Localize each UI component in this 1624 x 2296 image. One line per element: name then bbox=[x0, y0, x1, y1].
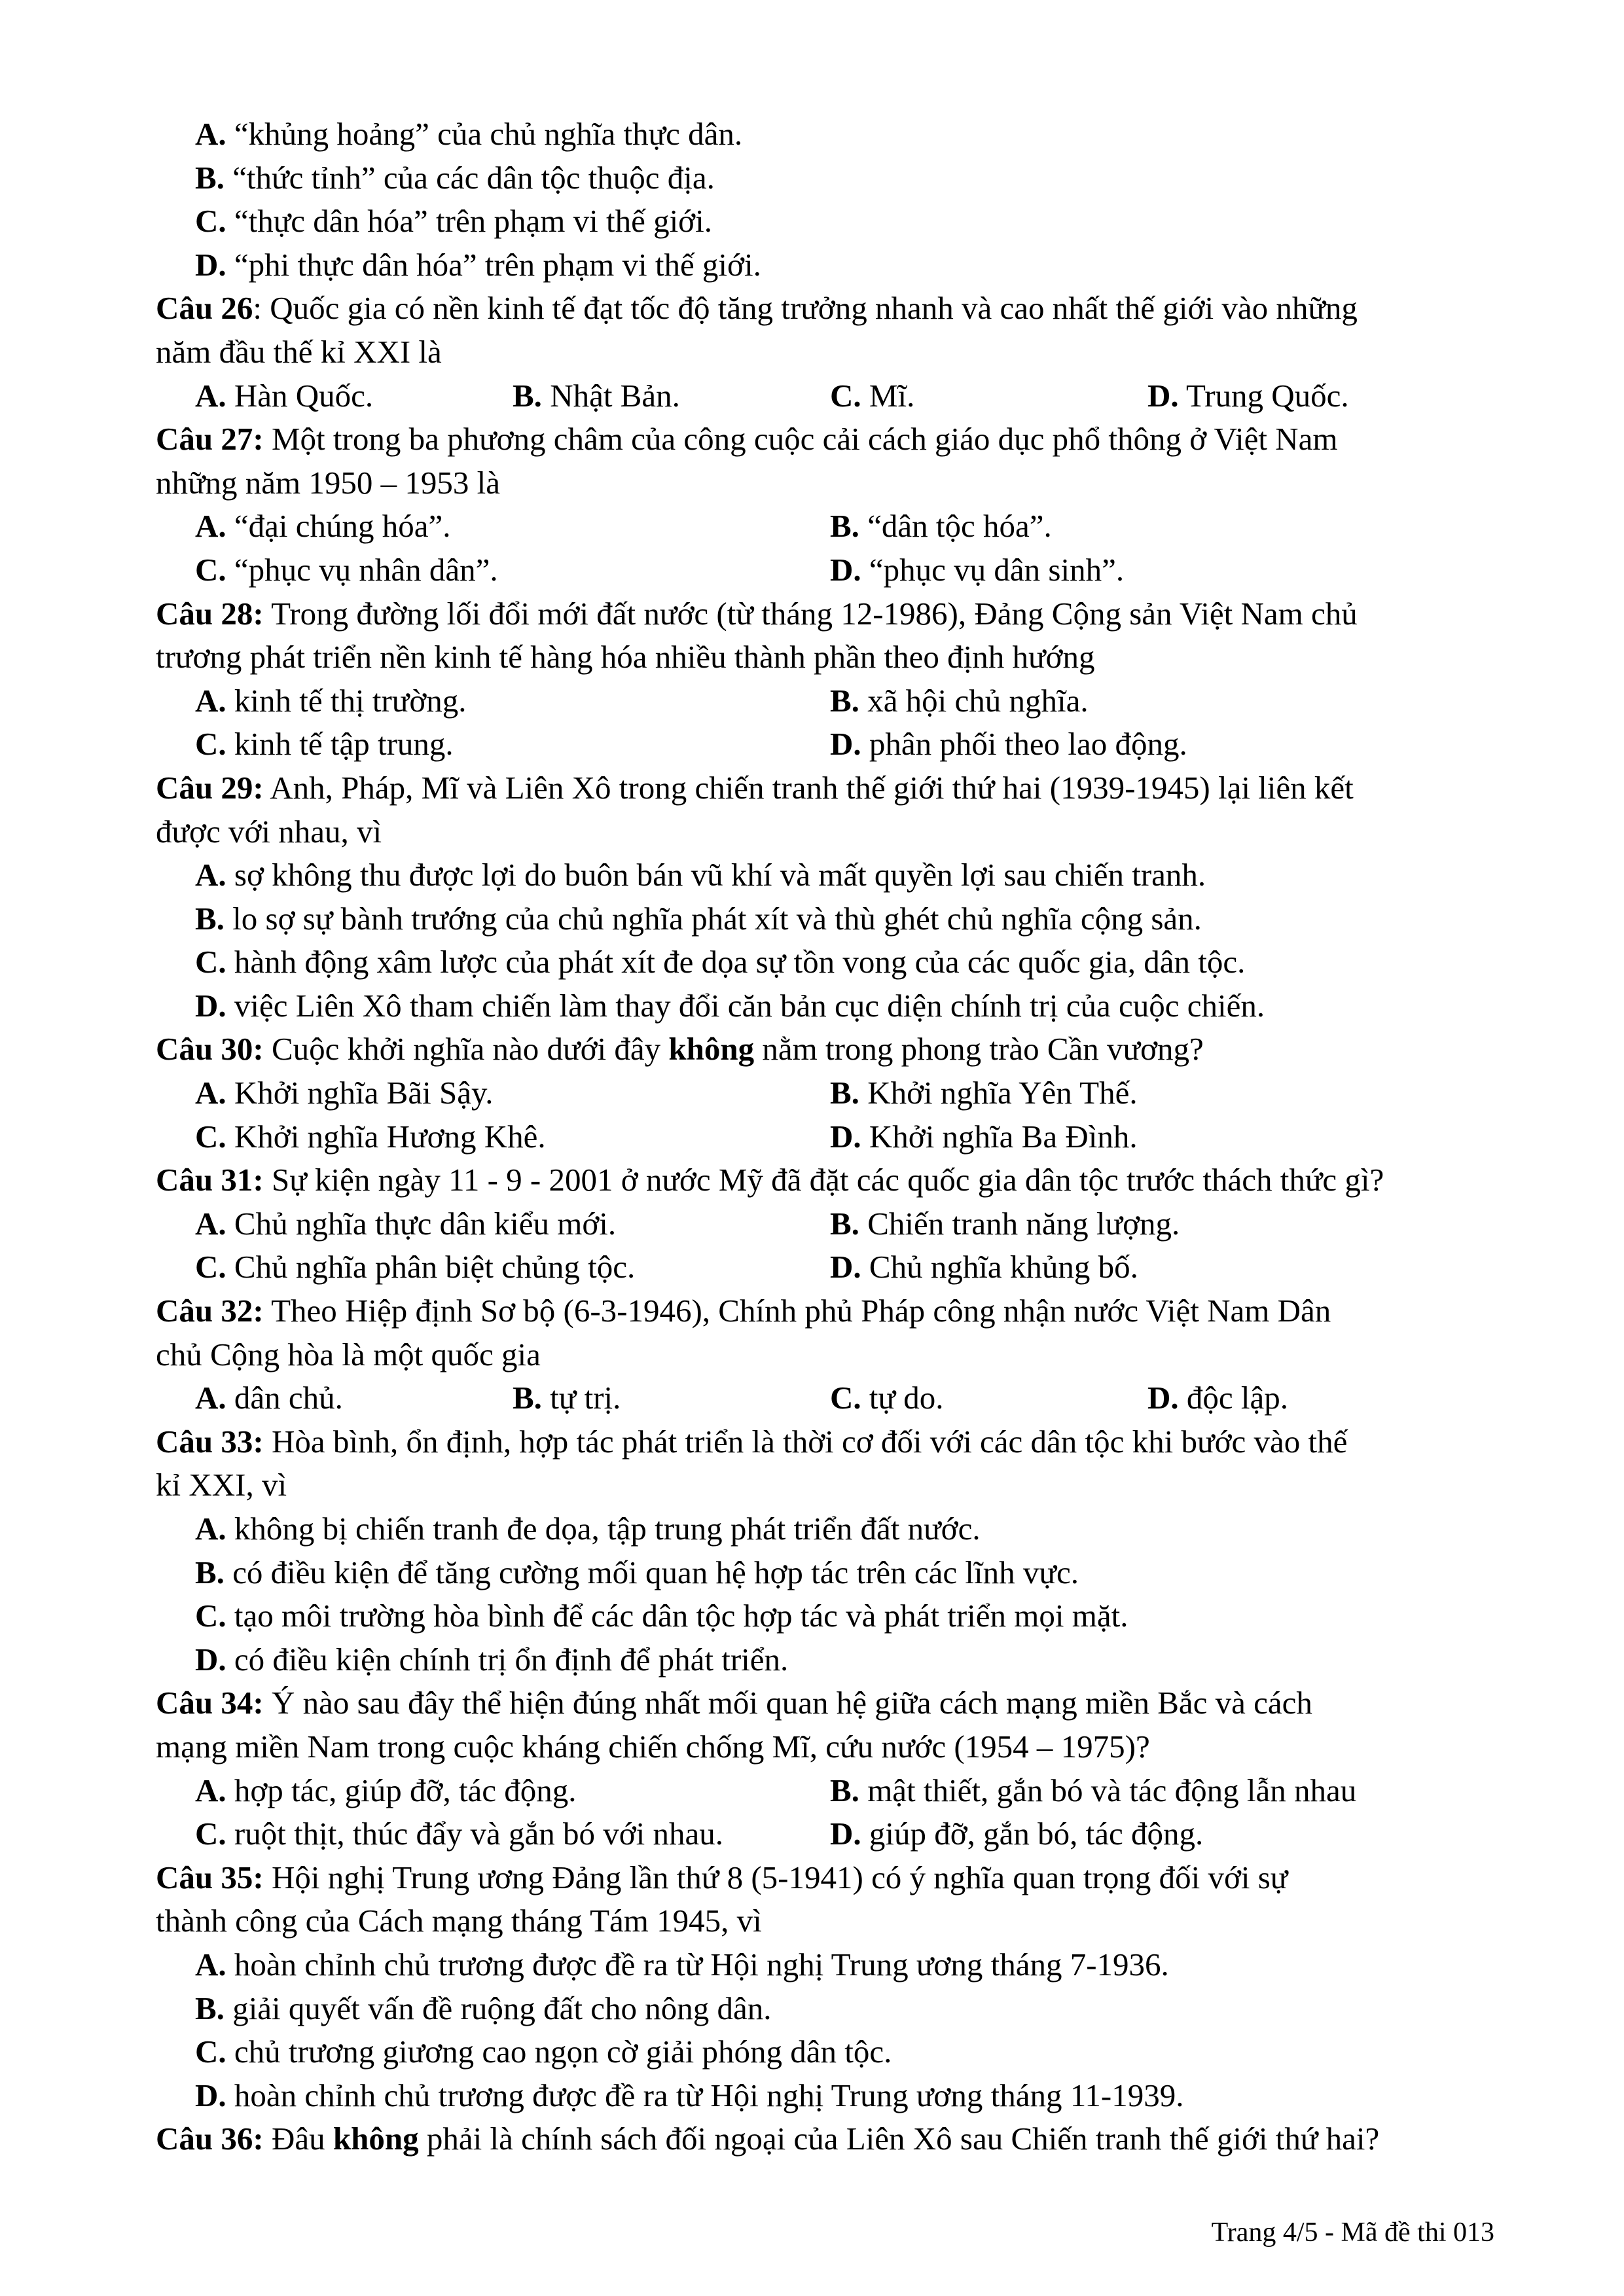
option-d: D. Khởi nghĩa Ba Đình. bbox=[830, 1118, 1138, 1155]
question-35-stem-cont: thành công của Cách mạng tháng Tám 1945, vì bbox=[156, 1903, 762, 1939]
option-b: B. mật thiết, gắn bó và tác động lẫn nhau bbox=[830, 1772, 1357, 1808]
option-c: C. ruột thịt, thúc đẩy và gắn bó với nhau. bbox=[195, 1816, 724, 1852]
option-b: B. Nhật Bản. bbox=[513, 377, 680, 414]
option-a: A. sợ không thu được lợi do buôn bán vũ khí và mất quyền lợi sau chiến tranh. bbox=[195, 857, 1206, 893]
question-28-stem-cont: trương phát triển nền kinh tế hàng hóa nhiều thành phần theo định hướng bbox=[156, 639, 1095, 675]
option-b: B. có điều kiện để tăng cường mối quan hệ hợp tác trên các lĩnh vực. bbox=[195, 1554, 1079, 1590]
option-a: A. Chủ nghĩa thực dân kiểu mới. bbox=[195, 1205, 617, 1242]
option-line: D. “phi thực dân hóa” trên phạm vi thế giới. bbox=[195, 246, 761, 283]
question-28-stem: Câu 28: Trong đường lối đổi mới đất nước (từ tháng 12-1986), Đảng Cộng sản Việt Nam chủ bbox=[156, 595, 1358, 632]
question-31-stem: Câu 31: Sự kiện ngày 11 - 9 - 2001 ở nước Mỹ đã đặt các quốc gia dân tộc trước thách thức gì? bbox=[156, 1162, 1384, 1198]
option-c: C. “phục vụ nhân dân”. bbox=[195, 551, 498, 588]
question-26-options bbox=[195, 374, 1494, 418]
option-c: C. chủ trương giương cao ngọn cờ giải phóng dân tộc. bbox=[195, 2034, 892, 2070]
option-c: C. tự do. bbox=[830, 1380, 944, 1416]
option-d: D. “phục vụ dân sinh”. bbox=[830, 551, 1125, 588]
question-30-stem: Câu 30: Cuộc khởi nghĩa nào dưới đây không nằm trong phong trào Cần vương? bbox=[156, 1031, 1204, 1067]
option-b: B. Khởi nghĩa Yên Thế. bbox=[830, 1075, 1138, 1111]
question-27-stem: Câu 27: Một trong ba phương châm của công cuộc cải cách giáo dục phổ thông ở Việt Nam bbox=[156, 421, 1338, 457]
question-30-options-cd bbox=[195, 1115, 1494, 1159]
question-29-stem-cont: được với nhau, vì bbox=[156, 813, 382, 850]
question-26-stem-cont: năm đầu thế kỉ XXI là bbox=[156, 333, 442, 370]
option-a: A. Hàn Quốc. bbox=[195, 377, 374, 414]
question-26-stem: Câu 26: Quốc gia có nền kinh tế đạt tốc độ tăng trưởng nhanh và cao nhất thế giới vào những bbox=[156, 290, 1358, 327]
option-line: C. “thực dân hóa” trên phạm vi thế giới. bbox=[195, 203, 712, 240]
option-d: D. việc Liên Xô tham chiến làm thay đổi căn bản cục diện chính trị của cuộc chiến. bbox=[195, 987, 1265, 1024]
page-footer: Trang 4/5 - Mã đề thi 013 bbox=[1211, 2217, 1494, 2248]
question-33-stem-cont: kỉ XXI, vì bbox=[156, 1467, 287, 1503]
option-d: D. có điều kiện chính trị ổn định để phát triển. bbox=[195, 1641, 789, 1677]
option-c: C. Khởi nghĩa Hương Khê. bbox=[195, 1118, 546, 1155]
question-34-options-ab bbox=[195, 1769, 1494, 1813]
question-32-stem-cont: chủ Cộng hòa là một quốc gia bbox=[156, 1336, 541, 1372]
option-c: C. tạo môi trường hòa bình để các dân tộc hợp tác và phát triển mọi mặt. bbox=[195, 1598, 1128, 1634]
option-b: B. Chiến tranh năng lượng. bbox=[830, 1205, 1180, 1242]
option-d: D. phân phối theo lao động. bbox=[830, 726, 1187, 762]
question-34-stem-cont: mạng miền Nam trong cuộc kháng chiến chống Mĩ, cứu nước (1954 – 1975)? bbox=[156, 1728, 1150, 1765]
question-27-stem-cont: những năm 1950 – 1953 là bbox=[156, 464, 501, 501]
question-36-stem: Câu 36: Đâu không phải là chính sách đối ngoại của Liên Xô sau Chiến tranh thế giới thứ hai? bbox=[156, 2121, 1380, 2157]
option-c: C. Mĩ. bbox=[830, 377, 915, 414]
question-32-stem: Câu 32: Theo Hiệp định Sơ bộ (6-3-1946), Chính phủ Pháp công nhận nước Việt Nam Dân bbox=[156, 1293, 1331, 1329]
option-b: B. giải quyết vấn đề ruộng đất cho nông dân. bbox=[195, 1990, 772, 2026]
option-d: D. giúp đỡ, gắn bó, tác động. bbox=[830, 1816, 1204, 1852]
option-a: A. hoàn chỉnh chủ trương được đề ra từ Hội nghị Trung ương tháng 7-1936. bbox=[195, 1946, 1169, 1982]
option-c: C. hành động xâm lược của phát xít đe dọa sự tồn vong của các quốc gia, dân tộc. bbox=[195, 944, 1246, 980]
option-line: B. “thức tỉnh” của các dân tộc thuộc địa. bbox=[195, 159, 715, 196]
question-31-options-cd bbox=[195, 1246, 1494, 1289]
question-30-options-ab bbox=[195, 1071, 1494, 1115]
question-28-options-ab bbox=[195, 679, 1494, 723]
question-33-stem: Câu 33: Hòa bình, ổn định, hợp tác phát triển là thời cơ đối với các dân tộc khi bước vào thế bbox=[156, 1423, 1348, 1460]
exam-page bbox=[156, 113, 1494, 2161]
question-35-stem: Câu 35: Hội nghị Trung ương Đảng lần thứ 8 (5-1941) có ý nghĩa quan trọng đối với sự bbox=[156, 1859, 1288, 1895]
question-31-options-ab bbox=[195, 1202, 1494, 1246]
question-27-options-ab bbox=[195, 505, 1494, 548]
option-d: D. Chủ nghĩa khủng bố. bbox=[830, 1249, 1138, 1285]
question-27-options-cd bbox=[195, 548, 1494, 592]
option-a: A. “đại chúng hóa”. bbox=[195, 508, 451, 545]
question-28-options-cd bbox=[195, 723, 1494, 766]
option-line: A. “khủng hoảng” của chủ nghĩa thực dân. bbox=[195, 116, 743, 152]
option-b: B. lo sợ sự bành trướng của chủ nghĩa phát xít và thù ghét chủ nghĩa cộng sản. bbox=[195, 900, 1202, 937]
option-c: C. kinh tế tập trung. bbox=[195, 726, 454, 762]
option-b: B. tự trị. bbox=[513, 1380, 621, 1416]
option-c: C. Chủ nghĩa phân biệt chủng tộc. bbox=[195, 1249, 636, 1285]
question-34-stem: Câu 34: Ý nào sau đây thể hiện đúng nhất mối quan hệ giữa cách mạng miền Bắc và cách bbox=[156, 1685, 1312, 1721]
question-29-stem: Câu 29: Anh, Pháp, Mĩ và Liên Xô trong chiến tranh thế giới thứ hai (1939-1945) lại liên kết bbox=[156, 769, 1354, 806]
option-a: A. Khởi nghĩa Bãi Sậy. bbox=[195, 1075, 494, 1111]
question-34-options-cd bbox=[195, 1812, 1494, 1856]
option-d: D. hoàn chỉnh chủ trương được đề ra từ Hội nghị Trung ương tháng 11-1939. bbox=[195, 2077, 1184, 2113]
option-a: A. kinh tế thị trường. bbox=[195, 682, 467, 719]
option-a: A. không bị chiến tranh đe dọa, tập trung phát triển đất nước. bbox=[195, 1511, 981, 1547]
option-d: D. độc lập. bbox=[1147, 1380, 1289, 1416]
option-a: A. hợp tác, giúp đỡ, tác động. bbox=[195, 1772, 577, 1808]
option-b: B. “dân tộc hóa”. bbox=[830, 508, 1052, 545]
option-a: A. dân chủ. bbox=[195, 1380, 343, 1416]
option-d: D. Trung Quốc. bbox=[1147, 377, 1349, 414]
option-b: B. xã hội chủ nghĩa. bbox=[830, 682, 1089, 719]
question-32-options bbox=[195, 1376, 1494, 1420]
